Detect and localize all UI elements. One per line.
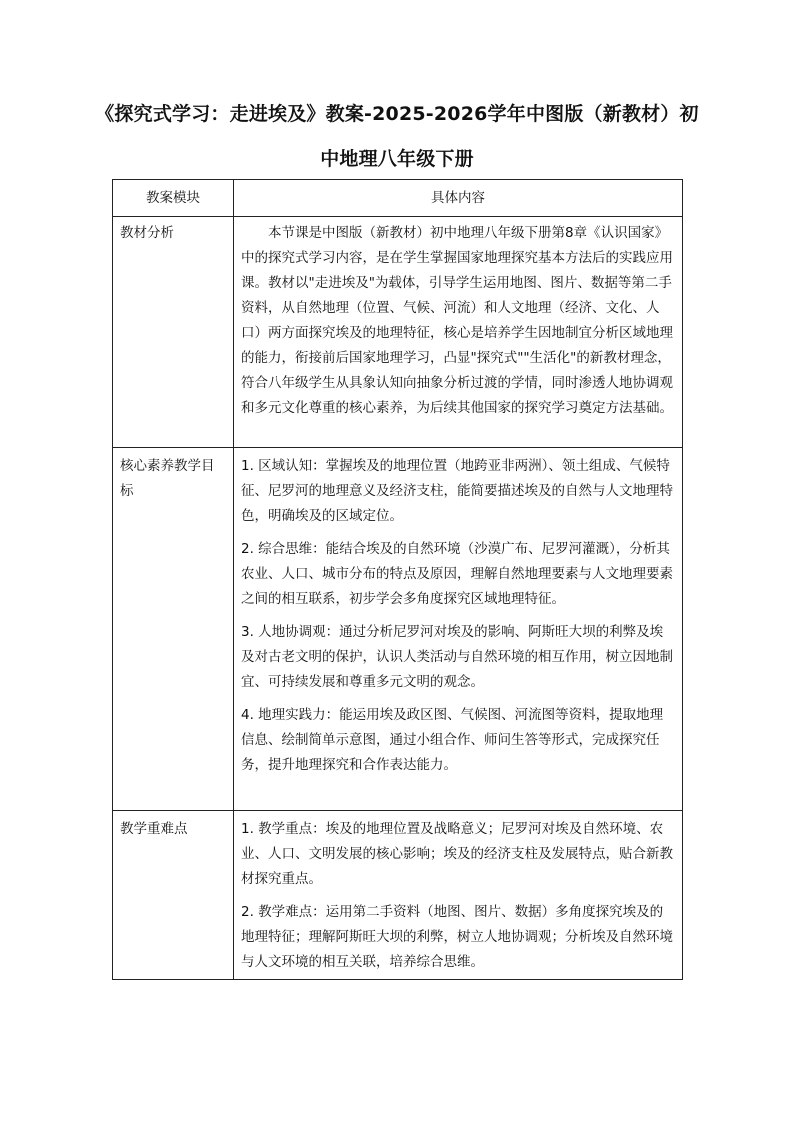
row-content (234, 811, 683, 980)
row-label: 教学重难点 (113, 811, 234, 980)
content-paragraph: 本节课是中图版（新教材）初中地理八年级下册第8章《认识国家》中的探究式学习内容，是在学生掌握国家地理探究基本方法后的实践应用课。教材以"走进埃及"为载体，引导学生运用地图、图片、数据等第二手资料，从自然地理（位置、气候、河流）和人文地理（经济、文化、人口）两方面探究埃及的地理特征，核心是培养学生因地制宜分析区域地理的能力，衔接前后国家地理学习，凸显"探究式""生活化"的新教材理念，符合八年级学生从具象认知向抽象分析过渡的学情，同时渗透人地协调观和多元文化尊重的核心素养，为后续其他国家的探究学习奠定方法基础。 (241, 225, 673, 416)
row-content (234, 448, 683, 811)
table-header-row (113, 180, 683, 217)
row-label: 核心素养教学目标 (113, 448, 234, 811)
row-label: 教材分析 (113, 217, 234, 448)
content-paragraph: 2. 教学难点：运用第二手资料（地图、图片、数据）多角度探究埃及的地理特征；理解阿斯旺大坝的利弊，树立人地协调观；分析埃及自然环境与人文环境的相互关联，培养综合思维。 (241, 904, 673, 970)
lesson-plan-table (112, 179, 683, 980)
content-paragraph: 1. 教学重点：埃及的地理位置及战略意义；尼罗河对埃及自然环境、农业、人口、文明发展的核心影响；埃及的经济支柱及发展特点，贴合新教材探究重点。 (241, 821, 673, 887)
header-module: 教案模块 (113, 180, 234, 217)
content-paragraph: 4. 地理实践力：能运用埃及政区图、气候图、河流图等资料，提取地理信息、绘制简单示意图，通过小组合作、师问生答等形式，完成探究任务，提升地理探究和合作表达能力。 (241, 707, 664, 773)
table-row (113, 217, 683, 448)
row-content (234, 217, 683, 448)
table-row (113, 811, 683, 980)
content-paragraph: 1. 区域认知：掌握埃及的地理位置（地跨亚非两洲）、领土组成、气候特征、尼罗河的地理意义及经济支柱，能简要描述埃及的自然与人文地理特色，明确埃及的区域定位。 (241, 458, 673, 524)
document-title: 《探究式学习：走进埃及》教案-2025-2026学年中图版（新教材）初中地理八年级下册 (95, 103, 699, 170)
table-row (113, 448, 683, 811)
content-paragraph: 3. 人地协调观：通过分析尼罗河对埃及的影响、阿斯旺大坝的利弊及埃及对古老文明的保护，认识人类活动与自然环境的相互作用，树立因地制宜、可持续发展和尊重多元文明的观念。 (241, 624, 673, 690)
content-paragraph: 2. 综合思维：能结合埃及的自然环境（沙漠广布、尼罗河灌溉），分析其农业、人口、城市分布的特点及原因，理解自然地理要素与人文地理要素之间的相互联系，初步学会多角度探究区域地理特征。 (241, 541, 673, 607)
header-content: 具体内容 (234, 180, 683, 217)
